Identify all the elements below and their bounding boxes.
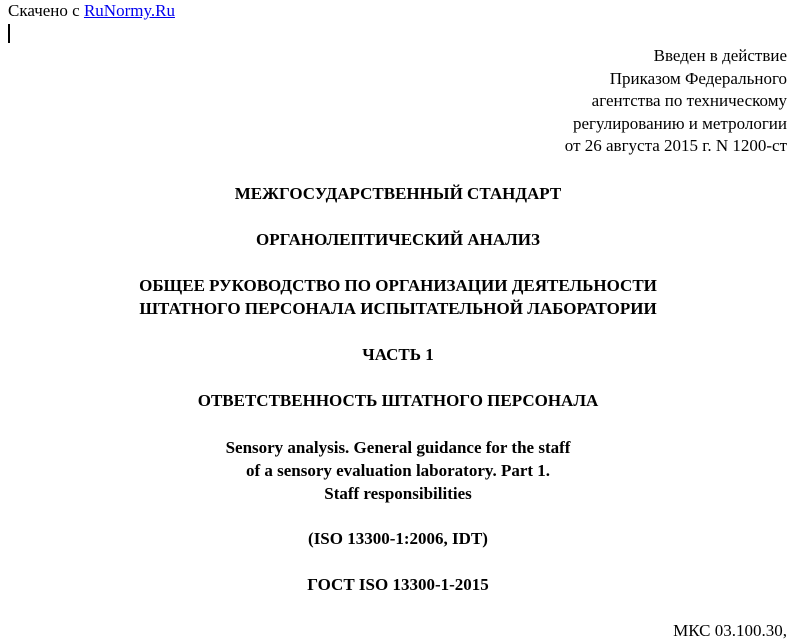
decree-line: Введен в действие [653, 46, 787, 65]
standard-type-heading: МЕЖГОСУДАРСТВЕННЫЙ СТАНДАРТ [234, 184, 562, 203]
decree-line: Приказом Федерального [609, 68, 787, 88]
decree-line: от 26 августа 2015 г. N 1200-ст [564, 136, 787, 155]
gost-number: ГОСТ ISO 13300-1-2015 [307, 575, 489, 594]
source-link[interactable]: RuNormy.Ru [83, 1, 175, 20]
english-title-line: Sensory analysis. General guidance for the staff [225, 438, 571, 457]
decree-line: регулированию и метрологии [572, 113, 787, 133]
document-title [0, 275, 790, 320]
document-title-line: ШТАТНОГО ПЕРСОНАЛА ИСПЫТАТЕЛЬНОЙ ЛАБОРАТОРИИ [139, 298, 657, 318]
english-title-line: of a sensory evaluation laboratory. Part 1. [245, 461, 551, 480]
document-title-line: ОБЩЕЕ РУКОВОДСТВО ПО ОРГАНИЗАЦИИ ДЕЯТЕЛЬНОСТИ [139, 276, 657, 295]
source-note [8, 0, 175, 22]
decree-block [565, 45, 787, 158]
source-prefix: Скачено с [8, 1, 84, 20]
english-title-line: Staff responsibilities [324, 484, 472, 503]
part-heading: ЧАСТЬ 1 [362, 345, 434, 364]
text-cursor [8, 24, 10, 43]
subject-heading: ОРГАНОЛЕПТИЧЕСКИЙ АНАЛИЗ [256, 230, 540, 249]
iso-reference: (ISO 13300-1:2006, IDT) [308, 529, 488, 548]
decree-line: агентства по техническому [591, 91, 787, 110]
mks-code: МКС 03.100.30, [673, 621, 787, 640]
english-title [0, 436, 790, 505]
part-title-heading: ОТВЕТСТВЕННОСТЬ ШТАТНОГО ПЕРСОНАЛА [197, 391, 599, 410]
